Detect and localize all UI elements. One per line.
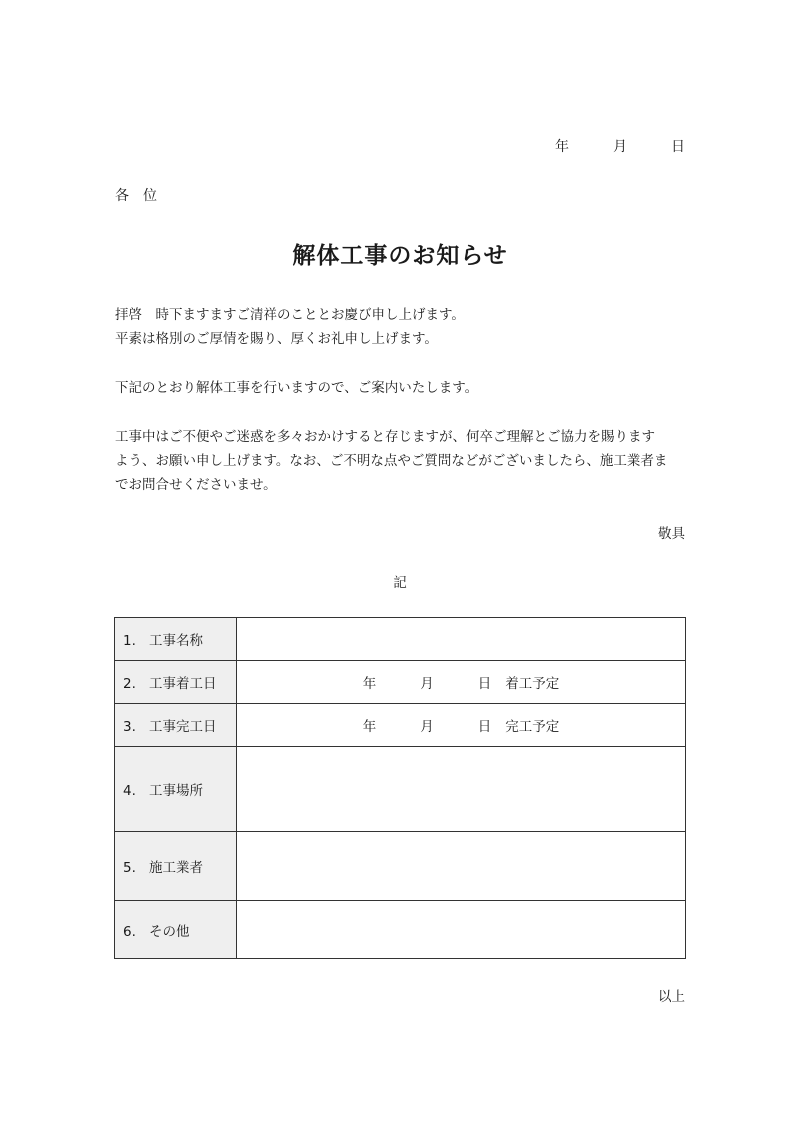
row-number: 3. [123, 719, 136, 735]
table-row [115, 661, 686, 704]
row-label: 工事着工日 [149, 676, 217, 692]
row-number: 2. [123, 676, 136, 692]
row-label-cell [115, 704, 237, 747]
row-label: 工事完工日 [149, 719, 217, 735]
notice-paragraph [115, 376, 690, 400]
table-row [115, 704, 686, 747]
row-label-cell [115, 832, 237, 901]
row-label-cell [115, 661, 237, 704]
completion-year: 年 [362, 719, 377, 735]
row-number: 4. [123, 783, 136, 799]
date-year: 年 [555, 139, 569, 155]
location-field[interactable] [237, 747, 686, 832]
start-month: 月 [420, 676, 434, 692]
row-label-cell [115, 901, 237, 959]
date-line [555, 136, 685, 156]
greeting-paragraph [115, 303, 690, 351]
end-marker: 以上 [658, 989, 685, 1005]
document-title: 解体工事のお知らせ [292, 243, 508, 269]
date-day: 日 [671, 139, 685, 155]
start-date-field[interactable] [237, 661, 686, 704]
start-year: 年 [362, 676, 377, 692]
request-line: 工事中はご不便やご迷惑を多々おかけすると存じますが、何卒ご理解とご協力を賜ります [115, 429, 655, 445]
greeting-line: 拝啓 時下ますますご清祥のこととお慶び申し上げます。 [115, 307, 465, 323]
table-row [115, 747, 686, 832]
construction-name-field[interactable] [237, 618, 686, 661]
closing-phrase: 敬具 [658, 526, 685, 542]
addressee: 各位 [115, 188, 171, 204]
completion-date-field[interactable] [237, 704, 686, 747]
table-row [115, 618, 686, 661]
table-row [115, 901, 686, 959]
start-day: 日 [477, 676, 492, 692]
greeting-line: 平素は格別のご厚情を賜り、厚くお礼申し上げます。 [115, 331, 438, 347]
row-number: 1. [123, 633, 136, 649]
completion-month: 月 [420, 719, 434, 735]
request-line: でお問合せくださいませ。 [115, 477, 277, 493]
row-label: 施工業者 [149, 860, 203, 876]
ki-heading: 記 [393, 575, 407, 591]
row-label: その他 [149, 923, 190, 940]
row-label: 工事名称 [149, 633, 203, 649]
date-month: 月 [613, 139, 627, 155]
request-line: よう、お願い申し上げます。なお、ご不明な点やご質問などがございましたら、施工業者ま [115, 453, 668, 469]
row-number: 6. [123, 923, 136, 940]
start-suffix: 着工予定 [505, 676, 560, 692]
completion-suffix: 完工予定 [505, 719, 560, 735]
row-number: 5. [123, 860, 136, 876]
request-paragraph [115, 425, 690, 497]
notice-line: 下記のとおり解体工事を行いますので、ご案内いたします。 [115, 380, 479, 396]
completion-day: 日 [477, 719, 492, 735]
row-label-cell [115, 747, 237, 832]
row-label-cell [115, 618, 237, 661]
table-row [115, 832, 686, 901]
row-label: 工事場所 [149, 783, 203, 799]
other-field[interactable] [237, 901, 686, 959]
contractor-field[interactable] [237, 832, 686, 901]
details-table [114, 617, 686, 959]
